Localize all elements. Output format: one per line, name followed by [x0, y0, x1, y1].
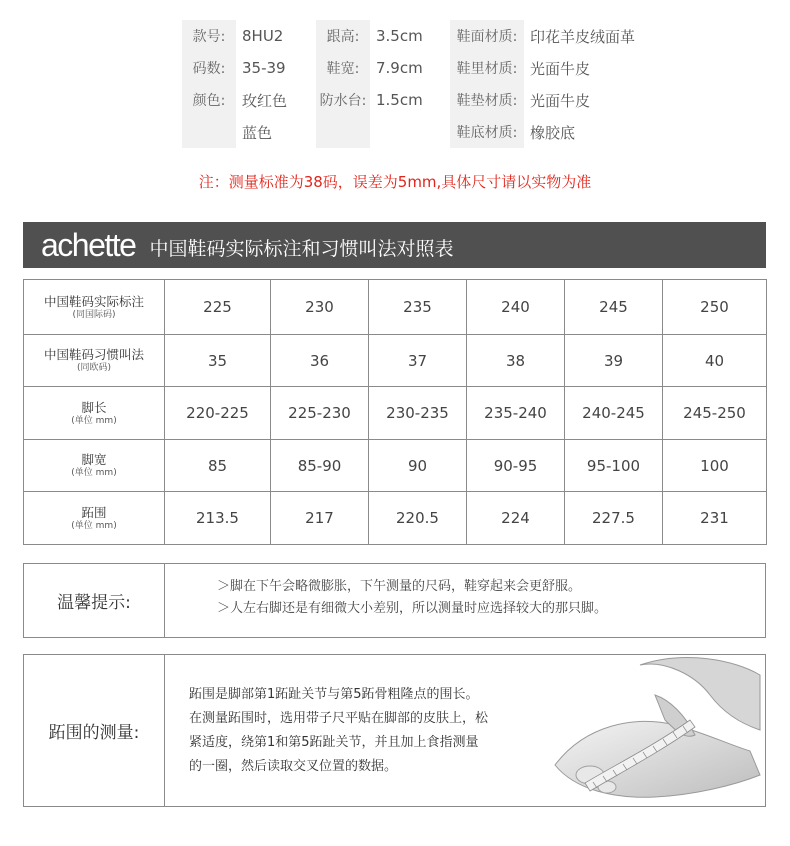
- spec-label-color: 颜色:: [182, 84, 236, 116]
- row-header-sub: (同欧码): [76, 363, 112, 373]
- spec-label-insole-material: 鞋垫材质:: [450, 84, 524, 116]
- spec-row: [182, 20, 614, 52]
- row-header-sub: (同国际码): [72, 309, 116, 320]
- spec-value-shoe-width: 7.9cm: [370, 52, 450, 84]
- table-cell: 245-250: [663, 387, 767, 440]
- table-cell: 90: [369, 440, 467, 492]
- tips-box: [23, 563, 766, 638]
- product-spec-grid: [182, 20, 636, 148]
- spec-label-heel-height: 跟高:: [316, 20, 370, 52]
- row-header-label: 脚宽: [81, 452, 107, 467]
- measure-line: 的一圈，然后读取交叉位置的数据。: [189, 759, 398, 774]
- brand-logo: achette: [41, 227, 136, 263]
- spec-value-sole-material: 橡胶底: [524, 116, 614, 148]
- spec-table: [182, 20, 636, 148]
- table-row: [24, 335, 767, 387]
- spec-row: [182, 84, 614, 116]
- ball-girth-measure-box: [23, 654, 766, 807]
- table-cell: 213.5: [165, 492, 271, 545]
- measurement-note: 注：测量标准为38码，误差为5mm,具体尺寸请以实物为准: [198, 173, 592, 191]
- table-cell: 85: [165, 440, 271, 492]
- table-cell: 37: [369, 335, 467, 387]
- spec-value-size-range: 35-39: [236, 52, 316, 84]
- tip-line: ＞人左右脚还是有细微大小差别，所以测量时应选择较大的那只脚。: [217, 601, 608, 616]
- spec-value-insole-material: 光面牛皮: [524, 84, 614, 116]
- spec-label-lining-material: 鞋里材质:: [450, 52, 524, 84]
- spec-value-platform: 1.5cm: [370, 84, 450, 116]
- spec-value-blank: [370, 116, 450, 148]
- measure-line: 紧适度，绕第1和第5跖趾关节，并且加上食指测量: [189, 735, 479, 750]
- table-cell: 220-225: [165, 387, 271, 440]
- table-cell: 95-100: [565, 440, 663, 492]
- table-cell: 90-95: [467, 440, 565, 492]
- table-row: [24, 387, 767, 440]
- row-header: [24, 492, 165, 545]
- table-cell: 217: [271, 492, 369, 545]
- size-chart-header: [23, 222, 766, 268]
- row-header: [24, 440, 165, 492]
- foot-measuring-illustration: [545, 655, 765, 807]
- table-cell: 235-240: [467, 387, 565, 440]
- footer-spacer: [0, 818, 790, 846]
- table-row: [24, 280, 767, 335]
- spec-label-blank: [316, 116, 370, 148]
- spec-value-color-2: 蓝色: [236, 116, 316, 148]
- table-cell: 230-235: [369, 387, 467, 440]
- spec-row: [182, 116, 614, 148]
- tips-label: 温馨提示:: [24, 564, 165, 637]
- row-header-sub: (单位 mm): [71, 468, 117, 478]
- table-cell: 235: [369, 280, 467, 335]
- table-cell: 100: [663, 440, 767, 492]
- table-row: [24, 492, 767, 545]
- row-header: [24, 335, 165, 387]
- table-cell: 225-230: [271, 387, 369, 440]
- row-header-sub: (单位 mm): [71, 415, 117, 426]
- measure-label: 跖围的测量:: [24, 655, 165, 806]
- spec-label-sole-material: 鞋底材质:: [450, 116, 524, 148]
- table-cell: 85-90: [271, 440, 369, 492]
- spec-value-style-no: 8HU2: [236, 20, 316, 52]
- table-cell: 224: [467, 492, 565, 545]
- table-cell: 220.5: [369, 492, 467, 545]
- row-header-label: 中国鞋码习惯叫法: [43, 347, 144, 362]
- table-row: [24, 440, 767, 492]
- row-header-label: 跖围: [81, 504, 107, 520]
- spec-value-heel-height: 3.5cm: [370, 20, 450, 52]
- table-cell: 240-245: [565, 387, 663, 440]
- size-conversion-table: [23, 279, 767, 545]
- spec-label-platform: 防水台:: [316, 84, 370, 116]
- tip-line: ＞脚在下午会略微膨胀，下午测量的尺码，鞋穿起来会更舒服。: [217, 579, 582, 594]
- table-cell: 240: [467, 280, 565, 335]
- table-cell: 38: [467, 335, 565, 387]
- row-header: [24, 387, 165, 440]
- table-cell: 250: [663, 280, 767, 335]
- table-cell: 36: [271, 335, 369, 387]
- measure-line: 跖围是脚部第1跖趾关节与第5跖骨粗隆点的围长。: [189, 687, 479, 702]
- table-cell: 245: [565, 280, 663, 335]
- spec-label-upper-material: 鞋面材质:: [450, 20, 524, 52]
- table-cell: 35: [165, 335, 271, 387]
- table-cell: 39: [565, 335, 663, 387]
- spec-value-upper-material: 印花羊皮绒面革: [524, 20, 614, 52]
- table-cell: 230: [271, 280, 369, 335]
- row-header-label: 脚长: [81, 399, 107, 415]
- spec-value-lining-material: 光面牛皮: [524, 52, 614, 84]
- spec-label-shoe-width: 鞋宽:: [316, 52, 370, 84]
- size-chart-title: 中国鞋码实际标注和习惯叫法对照表: [149, 237, 454, 260]
- spec-label-blank: [182, 116, 236, 148]
- spec-label-size-range: 码数:: [182, 52, 236, 84]
- table-cell: 40: [663, 335, 767, 387]
- table-cell: 231: [663, 492, 767, 545]
- spec-row: [182, 52, 614, 84]
- row-header-label: 中国鞋码实际标注: [43, 293, 144, 309]
- row-header: [24, 280, 165, 335]
- measure-body: [165, 655, 525, 806]
- table-cell: 227.5: [565, 492, 663, 545]
- row-header-sub: (单位 mm): [71, 520, 117, 531]
- spec-label-style-no: 款号:: [182, 20, 236, 52]
- measure-line: 在测量跖围时，选用带子尺平贴在脚部的皮肤上，松: [189, 711, 489, 726]
- tips-body: [165, 564, 607, 637]
- table-cell: 225: [165, 280, 271, 335]
- spec-value-color-1: 玫红色: [236, 84, 316, 116]
